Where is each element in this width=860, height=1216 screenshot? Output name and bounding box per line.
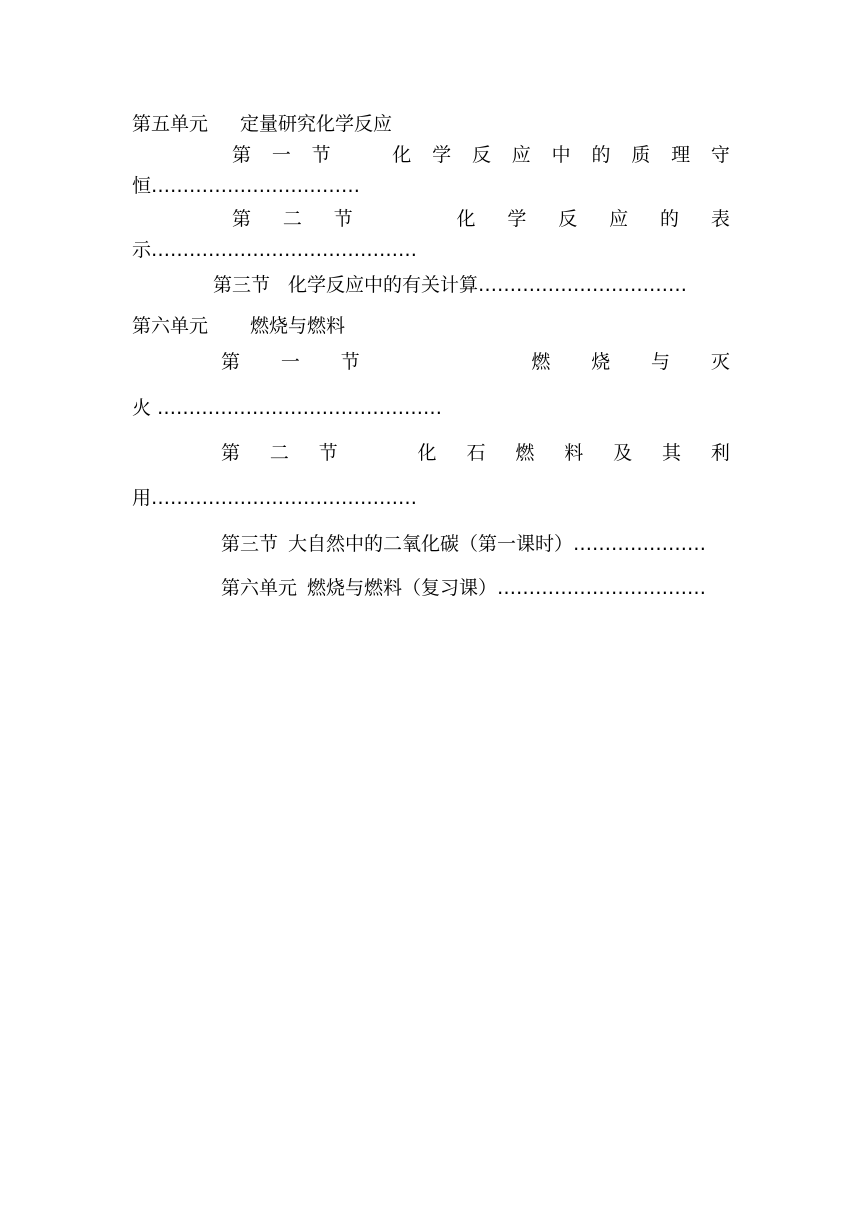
unit5-section1-line (132, 143, 730, 167)
section-label-char: 节 (318, 442, 338, 464)
section-label-char: 节 (333, 208, 353, 230)
section-label-char: 二 (282, 208, 302, 230)
review-label: 第六单元 (221, 577, 298, 599)
unit6-section2-line (132, 441, 730, 465)
section-title-char: 中 (551, 144, 571, 166)
section-title-char: 化 (456, 208, 476, 230)
unit6-review-line[interactable] (221, 576, 706, 600)
unit6-section1-continuation[interactable]: 火 ……………………………………… (132, 397, 443, 419)
section-title-char: 利 (710, 442, 730, 464)
section-label-char: 一 (271, 144, 291, 166)
unit6-section3-line[interactable] (221, 532, 706, 556)
section-title-char: 灭 (710, 351, 730, 373)
section-label-char: 第 (221, 351, 241, 373)
leader-dots: ………………… (573, 533, 707, 555)
review-title: 燃烧与燃料（复习课） (307, 577, 498, 599)
section-title-char: 其 (662, 442, 682, 464)
leader-dots: …………………………… (478, 274, 688, 296)
section-label-char: 第 (232, 208, 252, 230)
section-title-char: 及 (613, 442, 633, 464)
unit5-section2-line (132, 207, 730, 231)
unit5-section1-continuation[interactable]: 恒…………………………… (132, 175, 361, 197)
section-title-char: 质 (631, 144, 651, 166)
section-title-char: 烧 (591, 351, 611, 373)
unit5-label: 第五单元 (132, 113, 209, 135)
section-title-char: 学 (432, 144, 452, 166)
unit5-section2-continuation[interactable]: 示…………………………………… (132, 239, 418, 261)
section-label-char: 一 (280, 351, 300, 373)
section-title-char: 燃 (531, 351, 551, 373)
section-title-char: 守 (710, 144, 730, 166)
section-label-char: 节 (340, 351, 360, 373)
section-title-char: 学 (507, 208, 527, 230)
unit5-section3-line[interactable] (213, 273, 687, 297)
section-title-char: 应 (609, 208, 629, 230)
section-label-char: 第 (232, 144, 252, 166)
section-label-char: 二 (269, 442, 289, 464)
section-label-char: 第 (221, 442, 241, 464)
section-title-char: 石 (466, 442, 486, 464)
section-title-char: 料 (564, 442, 584, 464)
section-title-char: 反 (558, 208, 578, 230)
section-title-char: 理 (671, 144, 691, 166)
section-title-char: 燃 (515, 442, 535, 464)
section-title-char: 表 (710, 208, 730, 230)
section-label: 第三节 (221, 533, 279, 555)
unit5-heading (132, 112, 392, 136)
section-title-char: 与 (651, 351, 671, 373)
unit6-label: 第六单元 (132, 315, 209, 337)
unit6-section1-line (132, 350, 730, 374)
section-title-char: 的 (659, 208, 679, 230)
section-title-char: 的 (591, 144, 611, 166)
section-title: 大自然中的二氧化碳（第一课时） (288, 533, 574, 555)
section-title-char: 化 (392, 144, 412, 166)
leader-dots: …………………………… (497, 577, 707, 599)
section-label-char: 节 (311, 144, 331, 166)
unit5-title: 定量研究化学反应 (240, 113, 393, 135)
section-title-char: 应 (511, 144, 531, 166)
unit6-section2-continuation[interactable]: 用…………………………………… (132, 487, 418, 509)
unit6-heading (132, 314, 345, 338)
unit6-title: 燃烧与燃料 (250, 315, 346, 337)
section-title-char: 反 (471, 144, 491, 166)
section-title: 化学反应中的有关计算 (288, 274, 479, 296)
section-label: 第三节 (213, 274, 271, 296)
section-title-char: 化 (417, 442, 437, 464)
